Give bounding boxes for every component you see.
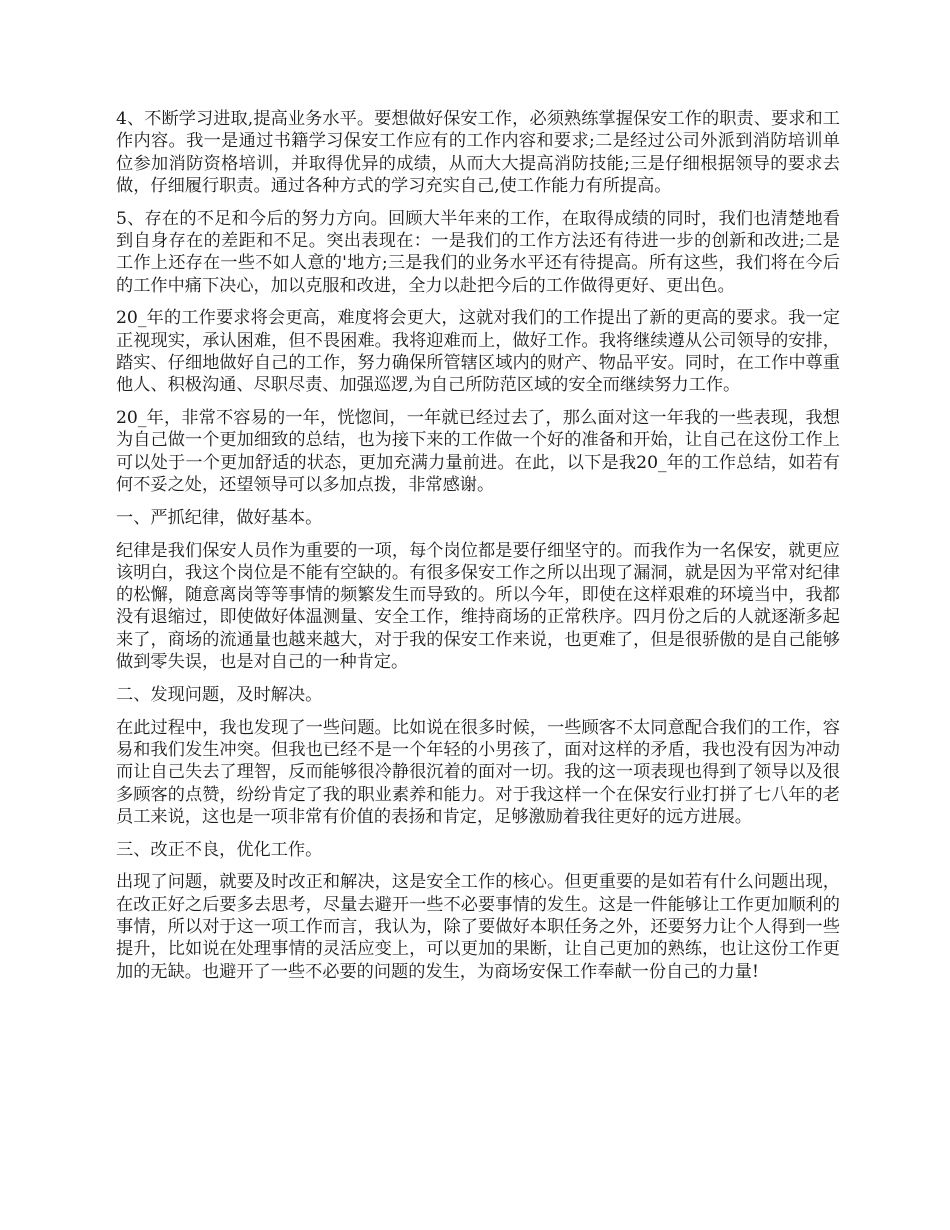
section-heading-find-problems: 二、发现问题，及时解决。 bbox=[116, 684, 323, 705]
section-heading-improve-work: 三、改正不良，优化工作。 bbox=[116, 839, 323, 860]
paragraph-next-year-requirements: 20_年的工作要求将会更高，难度将会更大，这就对我们的工作提出了新的更高的要求。我一定正视现实，承认困难，但不畏困难。我将迎难而上，做好工作。我将继续遵从公司领导的安排，踏实、仔细地做好自己的工作，努力确保所管辖区域内的财产、物品平安。同时，在工作中尊重他人、积极沟通、尽职尽责、加强巡逻,为自己所防范区域的安全而继续努力工作。 bbox=[116, 308, 840, 396]
paragraph-improve-work: 出现了问题，就要及时改正和解决，这是安全工作的核心。但更重要的是如若有什么问题出现，在改正好之后要多去思考，尽量去避开一些不必要事情的发生。这是一件能够让工作更加顺利的事情，所以对于这一项工作而言，我认为，除了要做好本职任务之外，还要努力让个人得到一些提升，比如说在处理事情的灵活应变上，可以更加的果断，让自己更加的熟练，也让这份工作更加的无缺。也避开了一些不必要的问题的发生，为商场安保工作奉献一份自己的力量! bbox=[116, 872, 840, 982]
paragraph-discipline: 纪律是我们保安人员作为重要的一项，每个岗位都是要仔细坚守的。而我作为一名保安，就更应该明白，我这个岗位是不能有空缺的。有很多保安工作之所以出现了漏洞，就是因为平常对纪律的松懈，随意离岗等等事情的频繁发生而导致的。所以今年，即使在这样艰难的环境当中，我都没有退缩过，即使做好体温测量、安全工作，维持商场的正常秩序。四月份之后的人就逐渐多起来了，商场的流通量也越来越大，对于我的保安工作来说，也更难了，但是很骄傲的是自己能够做到零失误，也是对自己的一种肯定。 bbox=[116, 540, 840, 673]
document-body bbox=[116, 108, 840, 993]
paragraph-year-summary-intro: 20_年，非常不容易的一年，恍惚间，一年就已经过去了，那么面对这一年我的一些表现，我想为自己做一个更加细致的总结，也为接下来的工作做一个好的准备和开始，让自己在这份工作上可以处于一个更加舒适的状态，更加充满力量前进。在此，以下是我20_年的工作总结，如若有何不妥之处，还望领导可以多加点拨，非常感谢。 bbox=[116, 408, 840, 495]
paragraph-learning: 4、不断学习进取,提高业务水平。要想做好保安工作，必须熟练掌握保安工作的职责、要求和工作内容。我一是通过书籍学习保安工作应有的工作内容和要求;二是经过公司外派到消防培训单位参加消防资格培训，并取得优异的成绩，从而大大提高消防技能;三是仔细根据领导的要求去做，仔细履行职责。通过各种方式的学习充实自己,使工作能力有所提高。 bbox=[116, 109, 840, 196]
paragraph-shortcomings: 5、存在的不足和今后的努力方向。回顾大半年来的工作，在取得成绩的同时，我们也清楚地看到自身存在的差距和不足。突出表现在：一是我们的工作方法还有待进一步的创新和改进;二是工作上还存在一些不如人意的'地方;三是我们的业务水平还有待提高。所有这些，我们将在今后的工作中痛下决心，加以克服和改进，全力以赴把今后的工作做得更好、更出色。 bbox=[116, 208, 840, 296]
section-heading-discipline: 一、严抓纪律，做好基本。 bbox=[116, 507, 323, 528]
paragraph-find-problems: 在此过程中，我也发现了一些问题。比如说在很多时候，一些顾客不太同意配合我们的工作，容易和我们发生冲突。但我也已经不是一个年轻的小男孩了，面对这样的矛盾，我也没有因为冲动而让自己失去了理智，反而能够很冷静很沉着的面对一切。我的这一项表现也得到了领导以及很多顾客的点赞，纷纷肯定了我的职业素养和能力。对于我这样一个在保安行业打拼了七八年的老员工来说，这也是一项非常有价值的表扬和肯定，足够激励着我往更好的远方进展。 bbox=[116, 717, 840, 827]
